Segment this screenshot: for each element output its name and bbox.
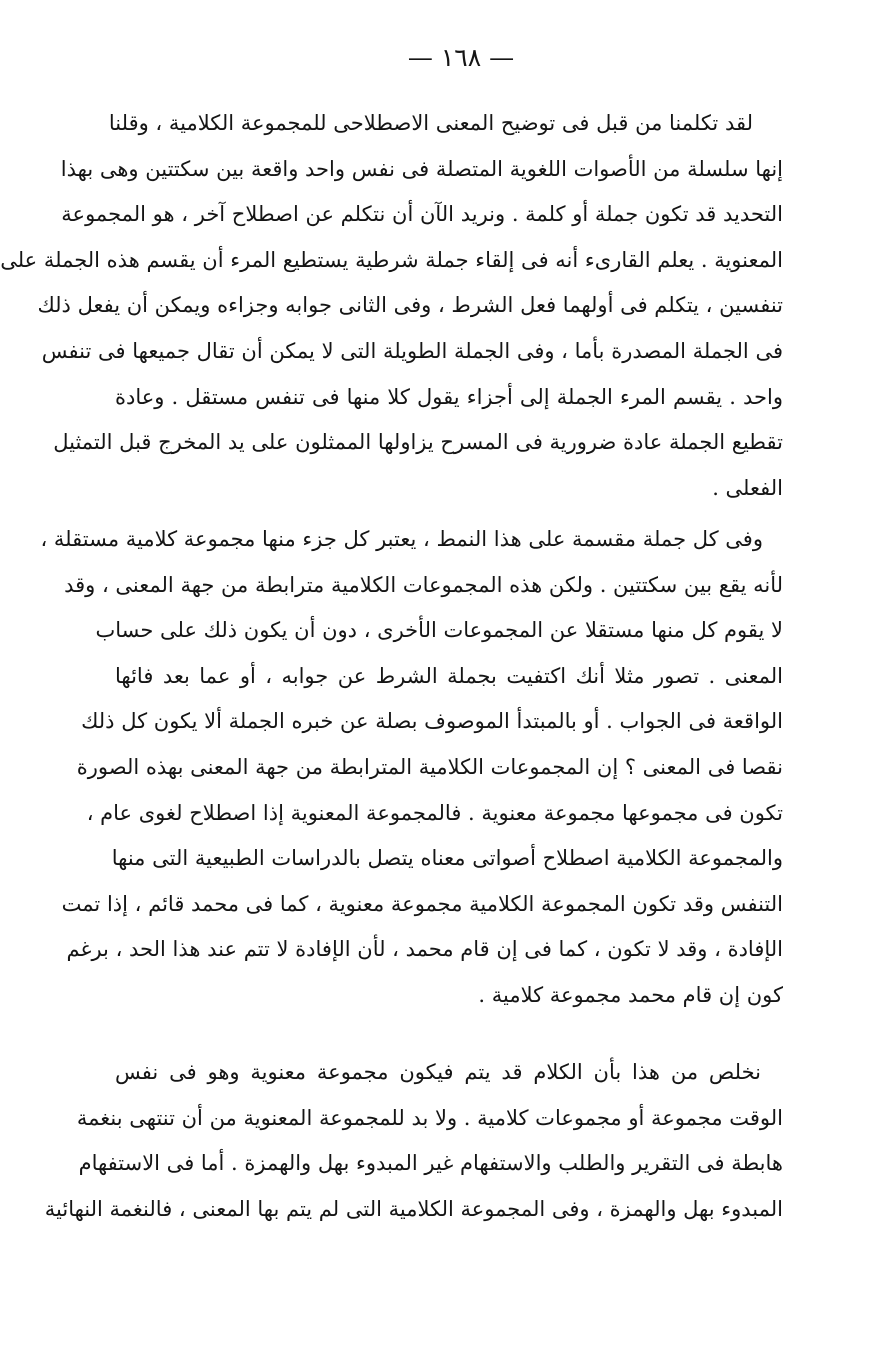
paragraph-line: الإفادة ، وقد لا تكون ، كما فى إن قام محمد ، لأن الإفادة لا تتم عند هذا الحد ، برغم xyxy=(66,937,783,962)
paragraph-line: نقصا فى المعنى ؟ إن المجموعات الكلامية المترابطة من جهة المعنى بهذه الصورة xyxy=(76,754,783,779)
page-number: — ١٦٨ — xyxy=(407,43,515,72)
paragraph-line: لقد تكلمنا من قبل فى توضيح المعنى الاصطلاحى للمجموعة الكلامية ، وقلنا xyxy=(108,111,753,135)
paragraph-2 xyxy=(40,517,783,1019)
paragraph-3 xyxy=(44,1050,783,1232)
paragraph-line: وفى كل جملة مقسمة على هذا النمط ، يعتبر كل جزء منها مجموعة كلامية مستقلة ، xyxy=(40,527,763,551)
paragraph-line: المبدوء بهل والهمزة ، وفى المجموعة الكلامية التى لم يتم بها المعنى ، فالنغمة النهائية xyxy=(44,1196,783,1221)
paragraph-line: لأنه يقع بين سكتتين . ولكن هذه المجموعات الكلامية مترابطة من جهة المعنى ، وقد xyxy=(64,572,783,597)
paragraph-line: إنها سلسلة من الأصوات اللغوية المتصلة فى نفس واحد واقعة بين سكتتين وهى بهذا xyxy=(60,156,783,181)
paragraph-line: المعنوية . يعلم القارىء أنه فى إلقاء جملة شرطية يستطيع المرء أن يقسم هذه الجملة على xyxy=(0,247,783,272)
paragraph-line: فى الجملة المصدرة بأما ، وفى الجملة الطويلة التى لا يمكن أن تقال جميعها فى تنفس xyxy=(41,338,783,363)
paragraph-line: نخلص من هذا بأن الكلام قد يتم فيكون مجموعة معنوية وهو فى نفس xyxy=(115,1060,761,1084)
paragraph-1 xyxy=(0,101,783,511)
paragraph-line: كون إن قام محمد مجموعة كلامية . xyxy=(478,982,783,1007)
paragraph-line: واحد . يقسم المرء الجملة إلى أجزاء يقول كلا منها فى تنفس مستقل . وعادة xyxy=(115,384,783,409)
paragraph-line: تكون فى مجموعها مجموعة معنوية . فالمجموعة المعنوية إذا اصطلاح لغوى عام ، xyxy=(86,800,783,825)
paragraph-line: التنفس وقد تكون المجموعة الكلامية مجموعة معنوية ، كما فى محمد قائم ، إذا تمت xyxy=(61,891,783,916)
paragraph-line: الوقت مجموعة أو مجموعات كلامية . ولا بد للمجموعة المعنوية من أن تنتهى بنغمة xyxy=(76,1105,783,1130)
paragraph-line: تقطيع الجملة عادة ضرورية فى المسرح يزاولها الممثلون على يد المخرج قبل التمثيل xyxy=(53,430,783,455)
paragraph-line: لا يقوم كل منها مستقلا عن المجموعات الأخرى ، دون أن يكون ذلك على حساب xyxy=(95,618,783,643)
paragraph-line: والمجموعة الكلامية اصطلاح أصواتى معناه يتصل بالدراسات الطبيعية التى منها xyxy=(111,846,783,871)
paragraph-line: تنفسين ، يتكلم فى أولهما فعل الشرط ، وفى الثانى جوابه وجزاءه ويمكن أن يفعل ذلك xyxy=(37,293,783,318)
paragraph-line: التحديد قد تكون جملة أو كلمة . ونريد الآن أن نتكلم عن اصطلاح آخر ، هو المجموعة xyxy=(61,202,783,227)
paragraph-line: الفعلى . xyxy=(712,475,783,500)
paragraph-line: الواقعة فى الجواب . أو بالمبتدأ الموصوف بصلة عن خبره الجملة ألا يكون كل ذلك xyxy=(81,709,783,734)
paragraph-line: المعنى . تصور مثلا أنك اكتفيت بجملة الشرط عن جوابه ، أو عما بعد فائها xyxy=(115,663,783,688)
paragraph-line: هابطة فى التقرير والطلب والاستفهام غير المبدوء بهل والهمزة . أما فى الاستفهام xyxy=(78,1151,783,1176)
